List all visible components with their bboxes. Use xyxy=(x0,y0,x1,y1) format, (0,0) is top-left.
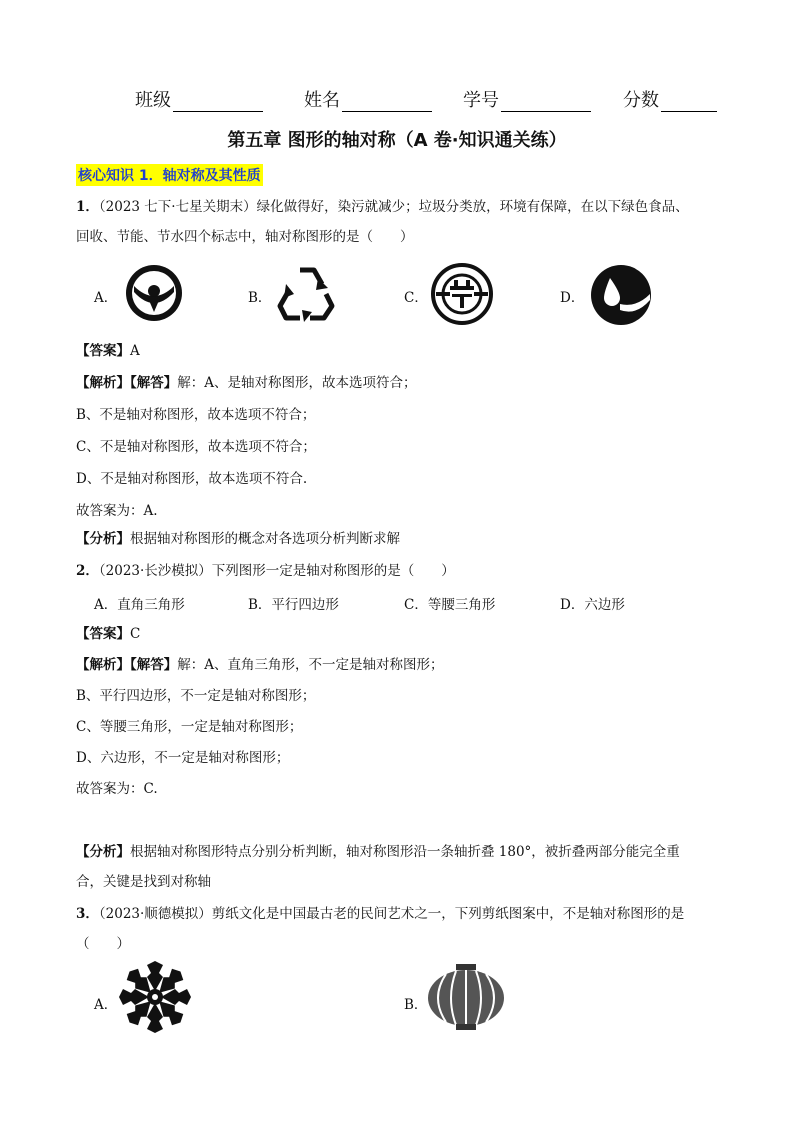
id-field xyxy=(463,86,591,112)
q2-analysis-line4: D、六边形，不一定是轴对称图形； xyxy=(76,750,290,766)
q1-answer-tag: 【答案】 xyxy=(76,343,130,359)
q1-analysis-text: 解：A、是轴对称图形，故本选项符合； xyxy=(177,375,417,391)
score-blank xyxy=(661,93,717,112)
q1-analysis-line2: B、不是轴对称图形，故本选项不符合； xyxy=(76,407,316,423)
q2-stem xyxy=(76,562,455,580)
id-label: 学号 xyxy=(463,90,499,111)
class-field xyxy=(135,86,263,112)
name-label: 姓名 xyxy=(304,90,340,111)
q2-fenxi-tag: 【分析】 xyxy=(76,844,130,860)
q1-option-c-label: C． xyxy=(404,290,428,306)
q1-analysis-line4: D、不是轴对称图形，故本选项不符合. xyxy=(76,471,308,487)
energy-saving-logo-icon xyxy=(430,262,494,326)
q2-conclusion: 故答案为：C. xyxy=(76,781,158,797)
q1-option-d-label: D． xyxy=(560,290,585,306)
q2-fenxi-line1 xyxy=(76,843,680,861)
q3-stem-line1 xyxy=(76,905,684,923)
q1-fenxi-tag: 【分析】 xyxy=(76,531,130,547)
q1-analysis-line3: C、不是轴对称图形，故本选项不符合； xyxy=(76,439,316,455)
q3-number: 3． xyxy=(76,906,99,922)
name-field xyxy=(304,86,432,112)
q2-analysis-line3: C、等腰三角形，一定是轴对称图形； xyxy=(76,719,303,735)
q2-answer-line xyxy=(76,625,140,643)
q1-analysis-tag: 【解析】【解答】 xyxy=(76,375,178,391)
q2-number: 2． xyxy=(76,563,99,579)
id-blank xyxy=(501,93,591,112)
q3-stem-line2: （ ） xyxy=(76,936,130,952)
q3-text-a: （2023·顺德模拟）剪纸文化是中国最古老的民间艺术之一，下列剪纸图案中，不是轴对称图形的是 xyxy=(98,906,685,922)
page-title: 第五章 图形的轴对称（A 卷·知识通关练） xyxy=(227,130,567,151)
section-heading: 核心知识 1．轴对称及其性质 xyxy=(76,164,263,186)
q1-text-a: （2023 七下·七星关期末）绿化做得好，染污就减少；垃圾分类放，环境有保障，在以下绿色食品、 xyxy=(98,199,689,215)
q2-analysis-line2: B、平行四边形，不一定是轴对称图形； xyxy=(76,688,316,704)
q2-option-d: D．六边形 xyxy=(560,597,625,613)
q2-fenxi-text-a: 根据轴对称图形特点分别分析判断，轴对称图形沿一条轴折叠 180°，被折叠两部分能完全重 xyxy=(130,844,680,860)
q1-option-b-label: B． xyxy=(248,290,272,306)
q2-analysis-line1 xyxy=(76,656,444,674)
q2-option-c: C．等腰三角形 xyxy=(404,597,496,613)
q3-option-b-label: B． xyxy=(404,997,428,1013)
q1-fenxi-text: 根据轴对称图形的概念对各选项分析判断求解 xyxy=(130,531,400,547)
q2-text: （2023·长沙模拟）下列图形一定是轴对称图形的是（ ） xyxy=(98,563,455,579)
lantern-papercut-icon xyxy=(426,962,506,1034)
score-label: 分数 xyxy=(623,90,659,111)
q1-stem-line1 xyxy=(76,198,689,216)
q1-conclusion: 故答案为：A. xyxy=(76,503,158,519)
q2-option-a: A．直角三角形 xyxy=(94,597,185,613)
q1-answer: A xyxy=(130,343,140,359)
q2-analysis-text: 解：A、直角三角形，不一定是轴对称图形； xyxy=(177,657,444,673)
class-blank xyxy=(173,93,263,112)
q1-option-a-label: A． xyxy=(94,290,118,306)
q1-answer-line xyxy=(76,342,140,360)
name-blank xyxy=(342,93,432,112)
q2-answer: C xyxy=(130,626,141,642)
q1-fenxi-line xyxy=(76,530,400,548)
q1-stem-line2: 回收、节能、节水四个标志中，轴对称图形的是（ ） xyxy=(76,229,414,245)
q2-option-b: B．平行四边形 xyxy=(248,597,339,613)
green-food-logo-icon xyxy=(124,262,184,324)
q2-fenxi-line2: 合，关键是找到对称轴 xyxy=(76,874,211,890)
water-saving-logo-icon xyxy=(590,264,652,326)
q1-analysis-line1 xyxy=(76,374,417,392)
class-label: 班级 xyxy=(135,90,171,111)
score-field xyxy=(623,86,717,112)
q2-answer-tag: 【答案】 xyxy=(76,626,130,642)
q1-number: 1． xyxy=(76,199,99,215)
recycle-logo-icon xyxy=(276,264,338,324)
q2-analysis-tag: 【解析】【解答】 xyxy=(76,657,178,673)
snowflake-papercut-icon xyxy=(118,960,192,1034)
q3-option-a-label: A． xyxy=(94,997,118,1013)
